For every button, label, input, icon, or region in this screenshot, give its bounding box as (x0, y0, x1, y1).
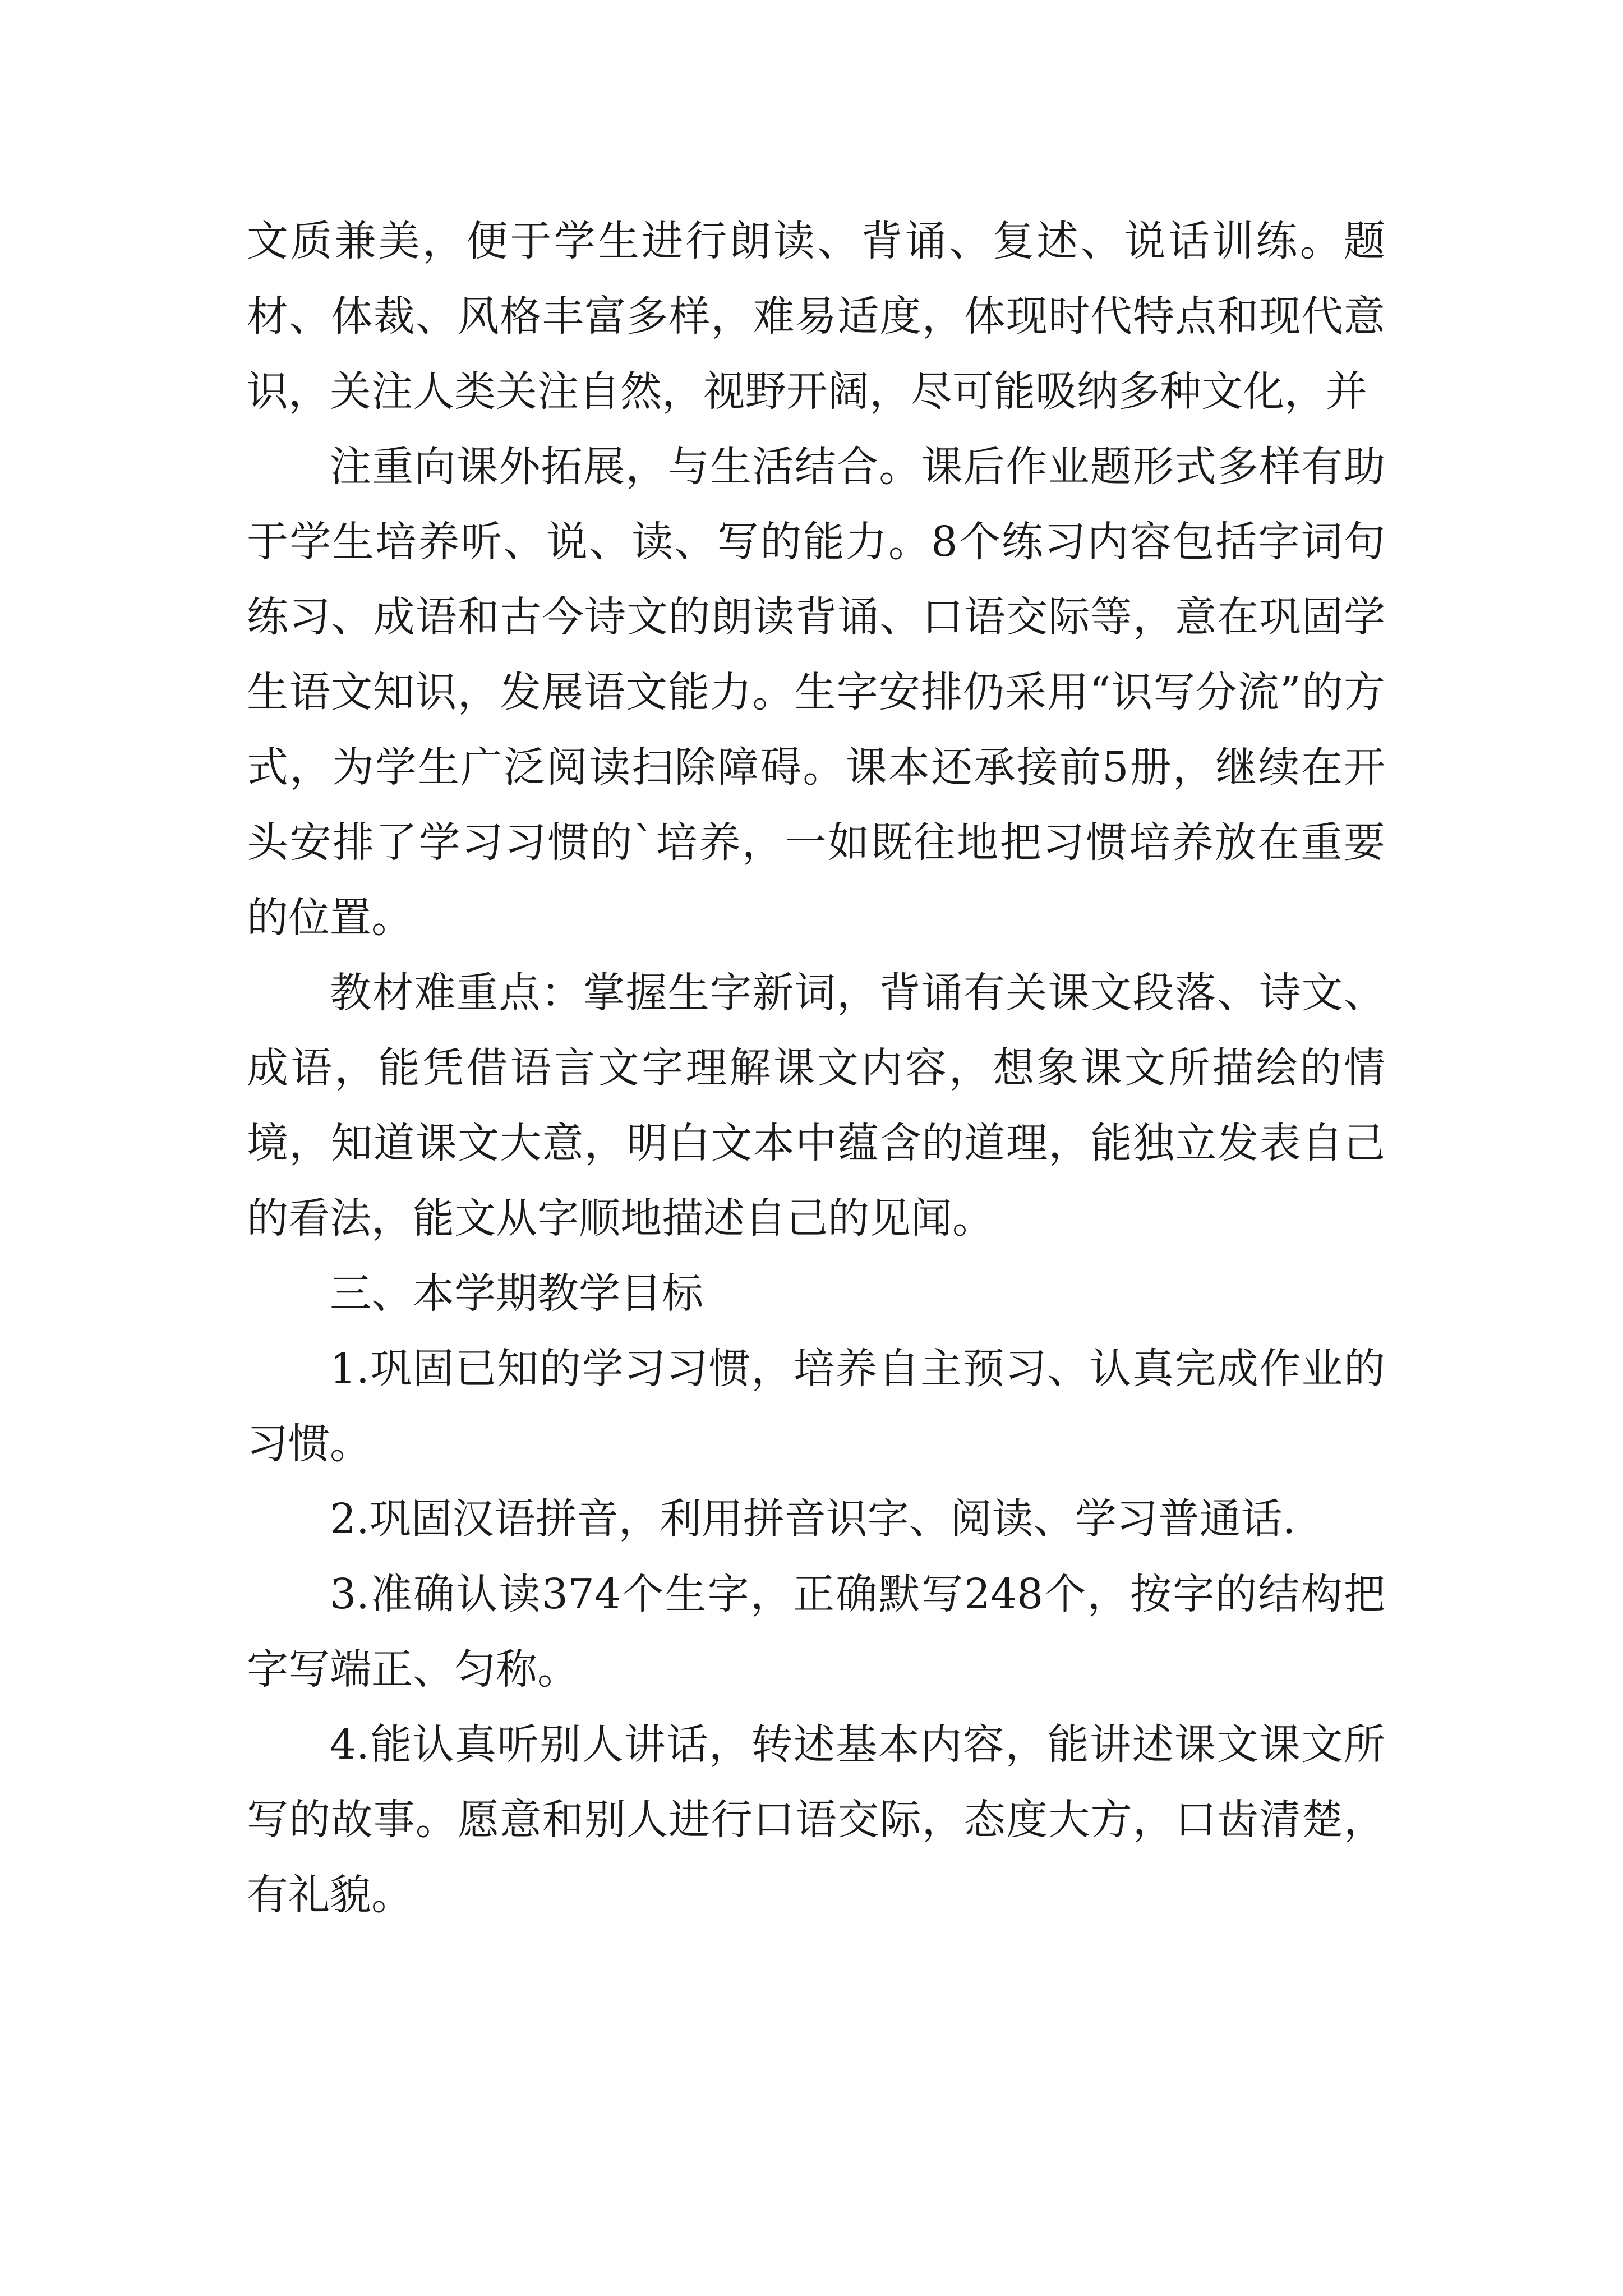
paragraph-textbook-features: 注重向课外拓展，与生活结合。课后作业题形式多样有助于学生培养听、说、读、写的能力。8个练习内容包括字词句练习、成语和古今诗文的朗读背诵、口语交际等，意在巩固学生语文知识，发展语文能力。生字安排仍采用“识写分流”的方式，为学生广泛阅读扫除障碍。课本还承接前5册，继续在开头安排了学习习惯的`培养，一如既往地把习惯培养放在重要的位置。 (247, 443, 1385, 942)
section-heading-teaching-goals: 三、本学期教学目标 (330, 1269, 703, 1318)
goal-item-3: 3.准确认读374个生字，正确默写248个，按字的结构把字写端正、匀称。 (247, 1570, 1385, 1694)
goal-item-4: 4.能认真听别人讲话，转述基本内容，能讲述课文课文所写的故事。愿意和别人进行口语交际，态度大方，口齿清楚，有礼貌。 (247, 1720, 1385, 1919)
goal-item-1: 1.巩固已知的学习习惯，培养自主预习、认真完成作业的习惯。 (247, 1345, 1385, 1468)
paragraph-text-continuation: 文质兼美，便于学生进行朗读、背诵、复述、说话训练。题材、体裁、风格丰富多样，难易适度，体现时代特点和现代意识，关注人类关注自然，视野开阔，尽可能吸纳多种文化，并 (247, 217, 1385, 416)
document-body (247, 204, 1385, 1932)
goal-item-2: 2.巩固汉语拼音，利用拼音识字、阅读、学习普通话. (330, 1495, 1296, 1543)
paragraph-key-difficulties: 教材难重点：掌握生字新词，背诵有关课文段落、诗文、成语，能凭借语言文字理解课文内容，想象课文所描绘的情境，知道课文大意，明白文本中蕴含的道理，能独立发表自己的看法，能文从字顺地描述自己的见闻。 (247, 969, 1385, 1243)
